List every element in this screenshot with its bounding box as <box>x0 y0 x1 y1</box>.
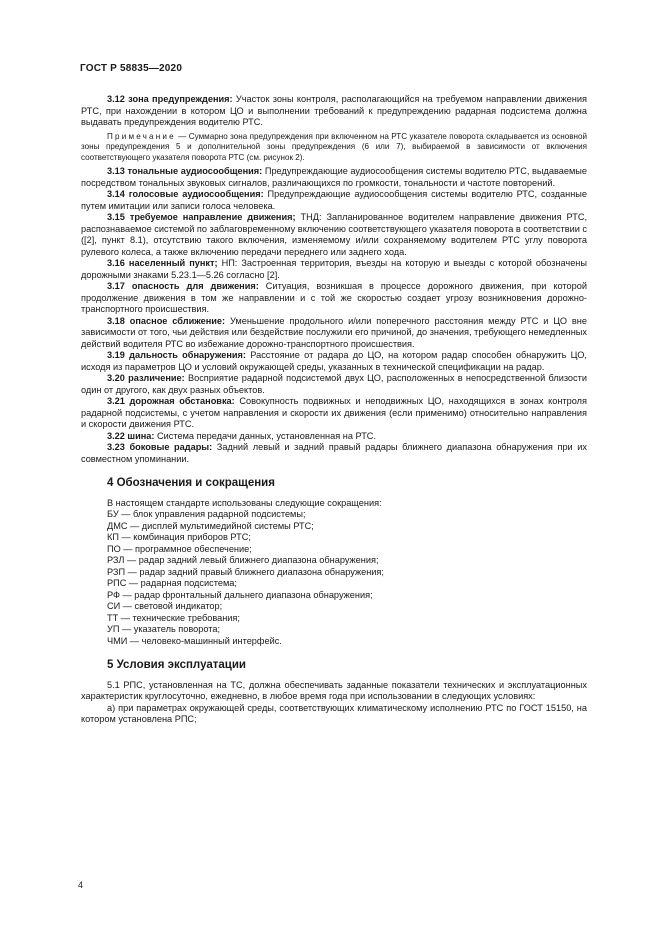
note-label: Примечание <box>107 131 176 141</box>
definition-3-13 <box>81 166 587 189</box>
term: 3.17 опасность для движения: <box>107 281 259 291</box>
definition-text: ТНД: Запланированное водителем направление движения РТС, распознаваемое системой по заблаговременному включению соответствующего указателя поворота в соответствии с ([2], пункт 8.1), отсутствию такого включения, изменяемому и/или сохраняемому водителем РТС углу поворота рулевого колеса, а также включению передачи переднего или заднего хода. <box>81 212 588 257</box>
abbreviation-item: УП — указатель поворота; <box>107 624 221 634</box>
definition-3-21 <box>81 396 587 431</box>
definition-3-22 <box>81 431 587 443</box>
definition-text: Задний левый и задний правый радары ближнего диапазона обнаружения при их совместном упоминании. <box>81 442 587 464</box>
note-text: — Суммарно зона предупреждения при включенном на РТС указателе поворота складывается из основной зоны предупреждения 5 и дополнительной зоны предупреждения (6 или 7), выбираемой в зависимости от включения соответствующего указателя поворота РТС (см. рисунок 2). <box>81 131 587 162</box>
definition-text: Участок зоны контроля, располагающийся на требуемом направлении движения РТС, при нахождении в котором ЦО и выполнении требований к предупреждению радарная подсистема должна выдавать предупреждения водителю РТС. <box>81 94 587 127</box>
term: 3.12 зона предупреждения: <box>107 94 233 104</box>
abbreviation-item: РЗП — радар задний правый ближнего диапазона обнаружения; <box>107 566 384 577</box>
definition-3-17 <box>81 281 587 316</box>
abbreviation-item: СИ — световой индикатор; <box>107 601 223 611</box>
section-5-paragraph: 5.1 РПС, установленная на ТС, должна обеспечивать заданные показатели технических и эксплуатационных характеристик круглосуточно, ежедневно, в любое время года при использовании в следующих условиях: <box>81 679 587 701</box>
section-4-heading: 4 Обозначения и сокращения <box>107 477 275 489</box>
definition-3-20 <box>81 373 587 396</box>
definition-3-19 <box>81 350 587 373</box>
definition-text: Уменьшение продольного и/или поперечного расстояния между РТС и ЦО вне зависимости от того, чьи действия или бездействие послужили его причиной, до значения, требующего немедленных действий водителя РТС во избежание дорожно-транспортного происшествия. <box>81 315 587 349</box>
definition-3-14 <box>81 189 587 212</box>
abbreviation-item: РЗЛ — радар задний левый ближнего диапазона обнаружения; <box>107 555 379 565</box>
definition-text: Совокупность подвижных и неподвижных ЦО, находящихся в зонах контроля радарной подсистемы, с учетом направления и скорости их движения (если применимо) относительно направления и скорости движения РТС. <box>81 396 587 429</box>
definition-3-15 <box>81 212 587 258</box>
abbreviation-item: БУ — блок управления радарной подсистемы; <box>107 509 306 519</box>
term: 3.22 шина: <box>107 430 155 441</box>
section-5-item-a: а) при параметрах окружающей среды, соответствующих климатическому исполнению РТС по ГОСТ 15150, на котором установлена РПС; <box>81 702 587 724</box>
document-header: ГОСТ Р 58835—2020 <box>80 63 183 74</box>
term: 3.15 требуемое направление движения; <box>107 212 296 222</box>
term: 3.13 тональные аудиосообщения: <box>107 166 263 176</box>
abbreviation-item: РФ — радар фронтальный дальнего диапазона обнаружения; <box>107 589 373 600</box>
definition-text: Предупреждающие аудиосообщения системы водителю РТС, выдаваемые посредством тональных звуковых сигналов, различающихся по громкости, тональности и частоте повторений. <box>81 166 588 188</box>
term: 3.14 голосовые аудиосообщения: <box>107 189 264 199</box>
abbreviation-item: ТТ — технические требования; <box>107 612 240 623</box>
definition-3-18 <box>81 316 587 351</box>
abbreviation-item: ПО — программное обеспечение; <box>107 543 252 554</box>
abbreviation-item: РПС — радарная подсистема; <box>107 578 237 588</box>
definition-text: Расстояние от радара до ЦО, на котором радар способен обнаружить ЦО, исходя из параметров ЦО и условий окружающей среды, указанных в технической спецификации на радар. <box>81 350 587 372</box>
definition-text: Восприятие радарной подсистемой двух ЦО, расположенных в непосредственной близости один от другого, как двух разных объектов. <box>81 373 587 395</box>
term: 3.23 боковые радары: <box>107 442 213 452</box>
note <box>81 132 587 164</box>
abbreviation-item: КП — комбинация приборов РТС; <box>107 532 251 542</box>
definition-text: Ситуация, возникшая в процессе дорожного движения, при которой продолжение движения в том же направлении и с той же скоростью создает угрозу возникновения дорожно-транспортного происшествия. <box>81 281 587 314</box>
section-4-intro: В настоящем стандарте использованы следующие сокращения: <box>107 497 382 508</box>
definition-3-16 <box>81 258 587 281</box>
term: 3.16 населенный пункт; <box>107 258 218 268</box>
term: 3.21 дорожная обстановка: <box>107 396 235 406</box>
page-body <box>81 94 587 726</box>
definition-text: Предупреждающие аудиосообщения системы водителю РТС, созданные путем имитации или записи голоса человека. <box>81 189 588 211</box>
abbreviation-item: ДМС — дисплей мультимедийной системы РТС; <box>107 520 314 531</box>
definition-text: Система передачи данных, установленная на РТС. <box>154 430 376 441</box>
definition-text: НП: Застроенная территория, въезды на которую и выезды с которой обозначены дорожными знаками 5.23.1—5.26 согласно [2]. <box>81 258 587 280</box>
definition-3-23 <box>81 442 587 465</box>
definition-3-12 <box>81 94 587 129</box>
term: 3.19 дальность обнаружения: <box>107 350 246 360</box>
section-5-heading: 5 Условия эксплуатации <box>107 659 246 671</box>
page-number: 4 <box>78 880 84 890</box>
term: 3.20 различение: <box>107 373 185 383</box>
term: 3.18 опасное сближение: <box>107 315 226 326</box>
abbreviation-item: ЧМИ — человеко-машинный интерфейс. <box>107 635 282 646</box>
